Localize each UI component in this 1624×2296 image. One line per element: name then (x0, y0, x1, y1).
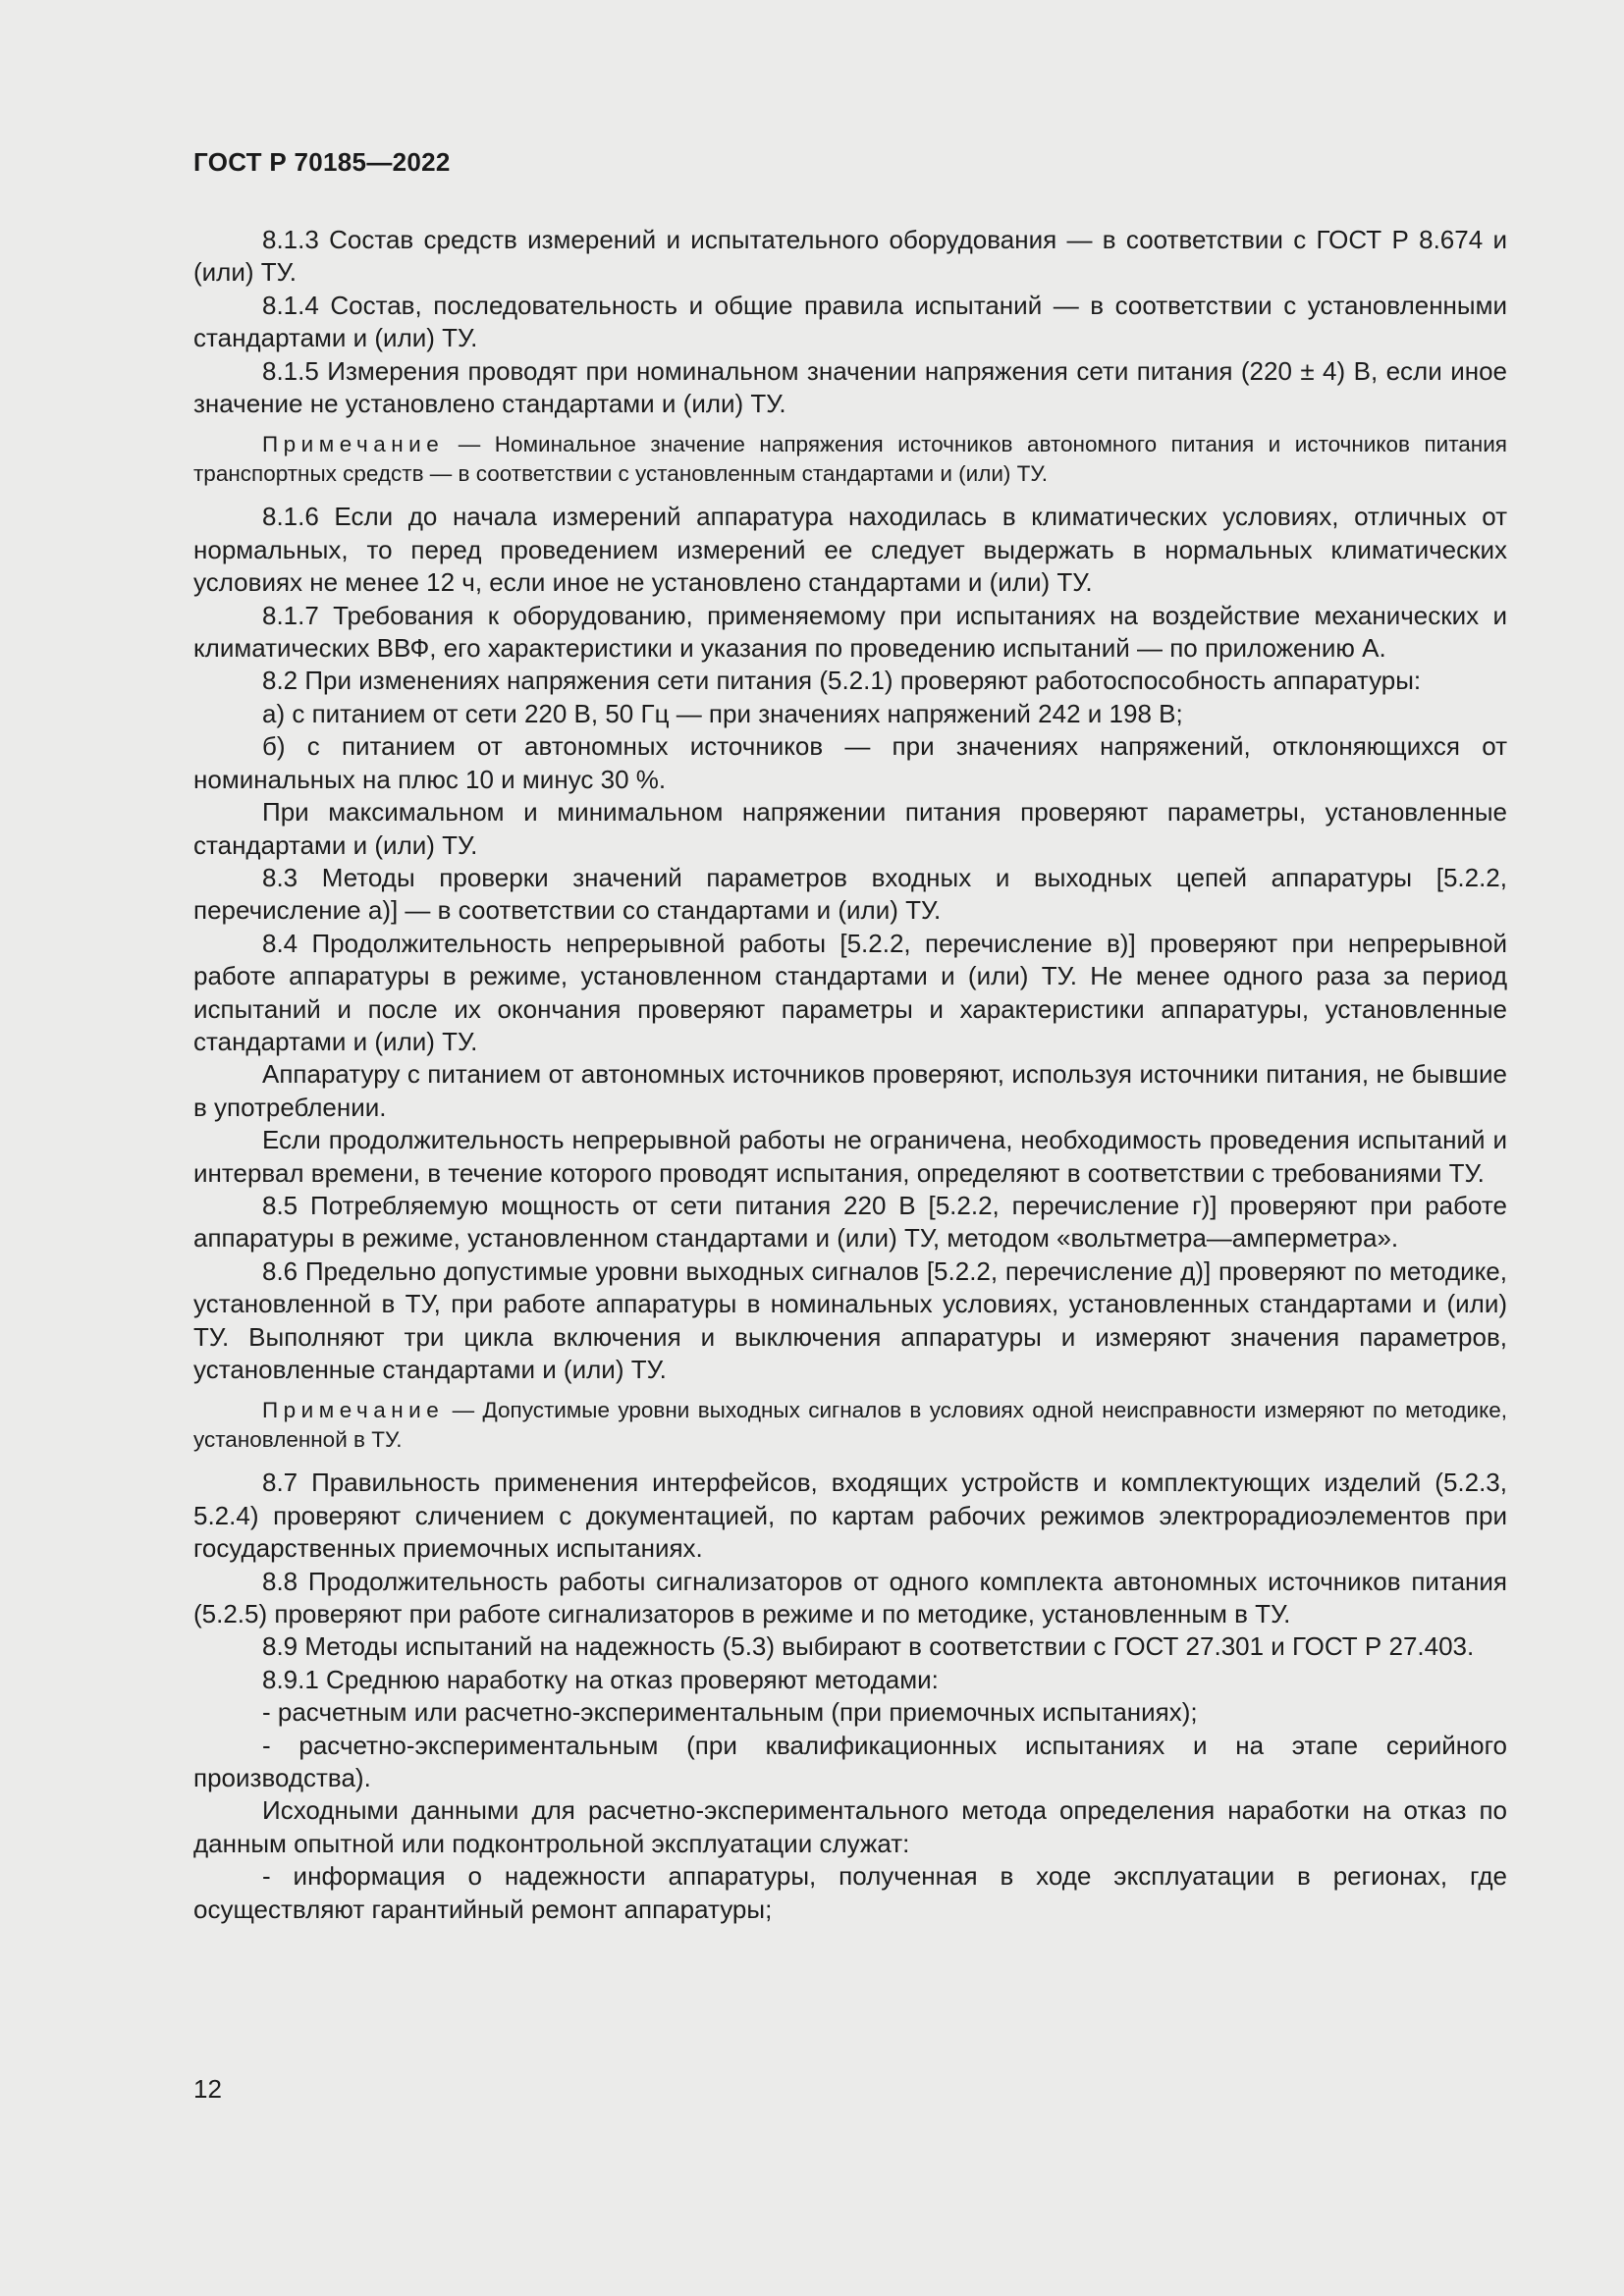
clause-8-7: 8.7 Правильность применения интерфейсов, входящих устройств и комплектующих изделий (5.2.3, 5.2.4) проверяют сличением с документацией, по картам рабочих режимов электрорадиоэлементов при государственных приемочных испытаниях. (193, 1468, 1507, 1564)
note-2-text: — Допустимые уровни выходных сигналов в условиях одной неисправности измеряют по методике, установленной в ТУ. (193, 1398, 1507, 1453)
clause-8-4-para-2: Если продолжительность непрерывной работы не ограничена, необходимость проведения испытаний и интервал времени, в течение которого проводят испытания, определяют в соответствии с требованиями ТУ. (193, 1125, 1507, 1188)
clause-8-6: 8.6 Предельно допустимые уровни выходных сигналов [5.2.2, перечисление д)] проверяют по методике, установленной в ТУ, при работе аппаратуры в номинальных условиях, установленных стандартами и (или) ТУ. Выполняют три цикла включения и выключения аппаратуры и измеряют значения параметров, установленные стандартами и (или) ТУ. (193, 1255, 1507, 1384)
clause-8-1-7: 8.1.7 Требования к оборудованию, применяемому при испытаниях на воздействие механических и климатических ВВФ, его характеристики и указания по проведению испытаний — по приложению А. (193, 600, 1507, 664)
clause-8-9-1-item-3: - информация о надежности аппаратуры, полученная в ходе эксплуатации в регионах, где осуществляют гарантийный ремонт аппаратуры; (193, 1861, 1507, 1924)
clause-8-9-1-item-2: - расчетно-экспериментальным (при квалификационных испытаниях и на этапе серийного производства). (193, 1730, 1507, 1793)
document-body (193, 224, 1507, 1926)
clause-8-1-6: 8.1.6 Если до начала измерений аппаратура находилась в климатических условиях, отличных от нормальных, то перед проведением измерений ее следует выдержать в нормальных климатических условиях не менее 12 ч, если иное не установлено стандартами и (или) ТУ. (193, 502, 1507, 598)
clause-8-4: 8.4 Продолжительность непрерывной работы [5.2.2, перечисление в)] проверяют при непрерывной работе аппаратуры в режиме, установленном стандартами и (или) ТУ. Не менее одного раза за период испытаний и после их окончания проверяют параметры и характеристики аппаратуры, установленные стандартами и (или) ТУ. (193, 928, 1507, 1056)
clause-8-9-1-item-1: - расчетным или расчетно-экспериментальным (при приемочных испытаниях); (262, 1697, 1198, 1728)
clause-8-3: 8.3 Методы проверки значений параметров входных и выходных цепей аппаратуры [5.2.2, перечисление а)] — в соответствии со стандартами и (или) ТУ. (193, 862, 1507, 926)
page-number: 12 (193, 2074, 222, 2104)
clause-8-2: 8.2 При изменениях напряжения сети питания (5.2.1) проверяют работоспособность аппаратуры: (262, 666, 1422, 696)
clause-8-9-1-para: Исходными данными для расчетно-экспериментального метода определения наработки на отказ по данным опытной или подконтрольной эксплуатации служат: (193, 1795, 1507, 1858)
clause-8-4-para-1: Аппаратуру с питанием от автономных источников проверяют, используя источники питания, не бывшие в употреблении. (193, 1059, 1507, 1122)
note-1 (193, 430, 1507, 489)
note-1-label: Примечание (262, 432, 445, 457)
clause-8-8: 8.8 Продолжительность работы сигнализаторов от одного комплекта автономных источников питания (5.2.5) проверяют при работе сигнализаторов в режиме и по методике, установленным в ТУ. (193, 1566, 1507, 1629)
note-1-text: — Номинальное значение напряжения источников автономного питания и источников питания транспортных средств — в соответствии с установленным стандартами и (или) ТУ. (193, 432, 1507, 487)
clause-8-1-5: 8.1.5 Измерения проводят при номинальном значении напряжения сети питания (220 ± 4) В, если иное значение не установлено стандартами и (или) ТУ. (193, 355, 1507, 419)
clause-8-9-1: 8.9.1 Среднюю наработку на отказ проверяют методами: (262, 1664, 939, 1694)
clause-8-5: 8.5 Потребляемую мощность от сети питания 220 В [5.2.2, перечисление г)] проверяют при работе аппаратуры в режиме, установленном стандартами и (или) ТУ, методом «вольтметра—амперметра». (193, 1190, 1507, 1254)
clause-8-1-3: 8.1.3 Состав средств измерений и испытательного оборудования — в соответствии с ГОСТ Р 8.674 и (или) ТУ. (193, 225, 1507, 288)
clause-8-2-para: При максимальном и минимальном напряжении питания проверяют параметры, установленные стандартами и (или) ТУ. (193, 797, 1507, 860)
clause-8-2-item-b: б) с питанием от автономных источников — при значениях напряжений, отклоняющихся от номинальных на плюс 10 и минус 30 %. (193, 731, 1507, 794)
note-2 (193, 1396, 1507, 1455)
clause-8-9: 8.9 Методы испытаний на надежность (5.3) выбирают в соответствии с ГОСТ 27.301 и ГОСТ Р 27.403. (262, 1631, 1475, 1662)
document-code-header: ГОСТ Р 70185—2022 (193, 147, 451, 177)
note-2-label: Примечание (262, 1398, 445, 1423)
clause-8-1-4: 8.1.4 Состав, последовательность и общие правила испытаний — в соответствии с установленными стандартами и (или) ТУ. (193, 290, 1507, 353)
clause-8-2-item-a: а) с питанием от сети 220 В, 50 Гц — при значениях напряжений 242 и 198 В; (262, 698, 1183, 728)
